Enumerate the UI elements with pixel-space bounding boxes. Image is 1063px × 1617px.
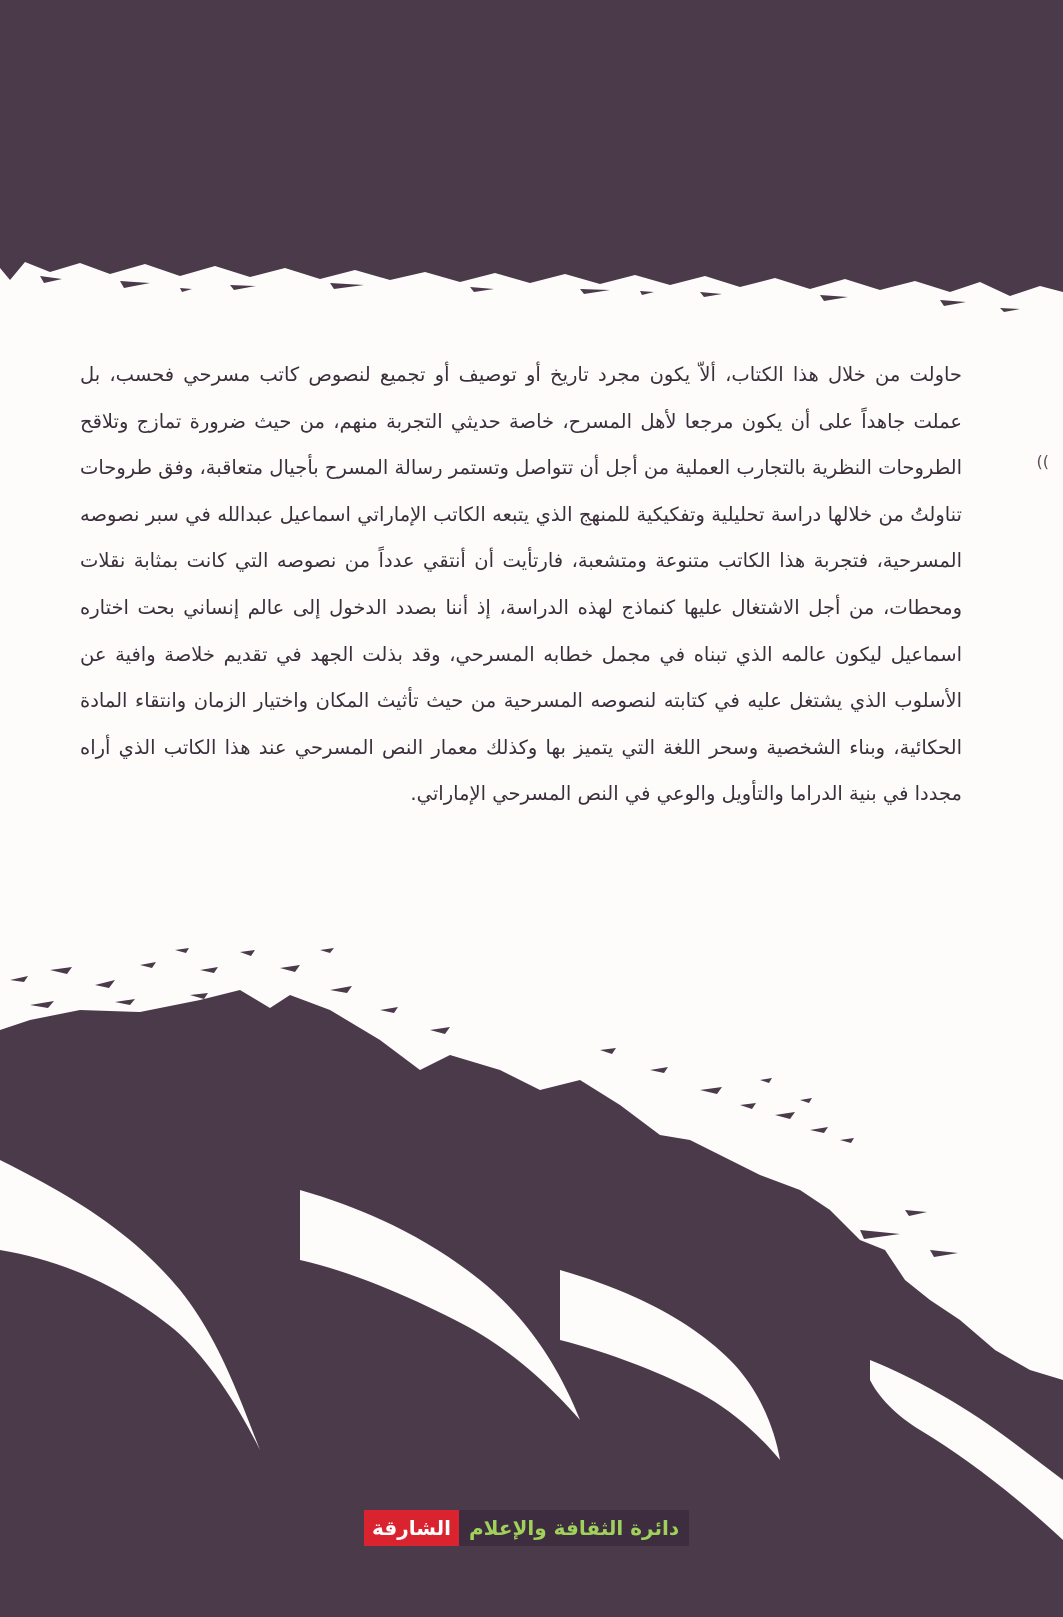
blurb-paragraph: حاولت من خلال هذا الكتاب، ألاّ يكون مجرد تاريخ أو توصيف أو تجميع لنصوص كاتب مسرحي فحسب، بل عملت جاهداً على أن يكون مرجعا لأهل المسرح، خاصة حديثي التجربة منهم، من حيث ضرورة تمازج وتلاقح الطروحات النظرية بالتجارب العملية من أجل أن تتواصل وتستمر رسالة المسرح بأجيال متعاقبة، وفق طروحات تناولتُ من خلالها دراسة تحليلية وتفكيكية للمنهج الذي يتبعه الكاتب الإماراتي اسماعيل عبدالله في سبر نصوصه المسرحية، فتجربة هذا الكاتب متنوعة ومتشعبة، فارتأيت أن أنتقي عدداً من نصوصه التي كانت بمثابة نقلات ومحطات، من أجل الاشتغال عليها كنماذج لهذه الدراسة، إذ أننا بصدد الدخول إلى عالم إنساني بحت اختاره اسماعيل ليكون عالمه الذي تبناه في مجمل خطابه المسرحي، وقد بذلت الجهد في تقديم خلاصة وافية عن الأسلوب الذي يشتغل عليه في كتابته لنصوصه المسرحية من حيث تأثيث المكان واختيار الزمان وانتقاء المادة الحكائية، وبناء الشخصية وسحر اللغة التي يتميز بها وكذلك معمار النص المسرحي عند هذا الكاتب الذي أراه مجددا في بنية الدراما والتأويل والوعي في النص المسرحي الإماراتي. <box>80 363 962 806</box>
publisher-logo <box>364 1510 689 1546</box>
publisher-city: الشارقة <box>364 1510 459 1546</box>
edge-mark: (( <box>1036 452 1049 471</box>
top-ink-band <box>0 0 1063 320</box>
publisher-department: دائرة الثقافة والإعلام <box>459 1510 689 1546</box>
